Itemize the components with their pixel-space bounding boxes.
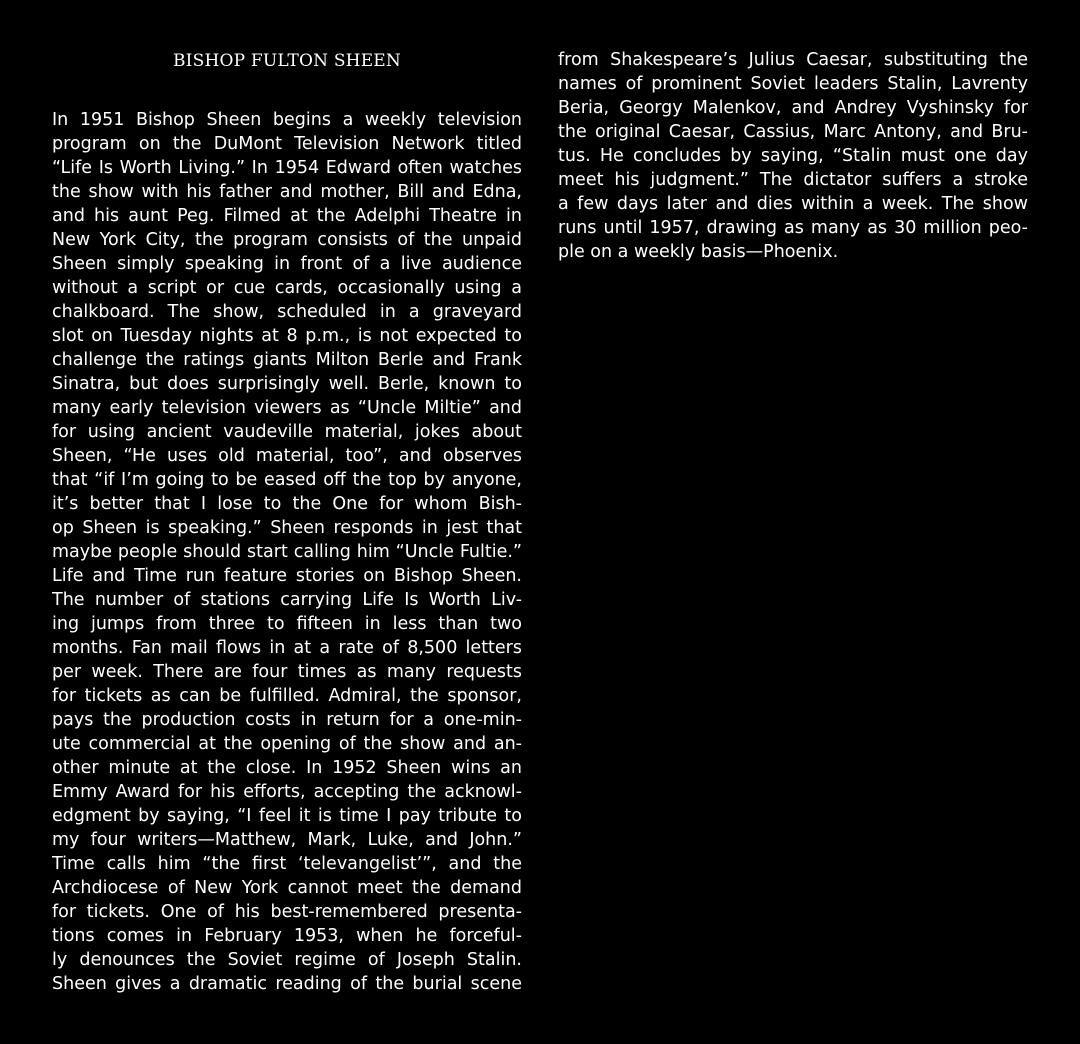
text-line: Sheen gives a dramatic reading of the burial scene xyxy=(52,974,522,994)
text-line: tions comes in February 1953, when he forceful- xyxy=(52,926,522,946)
text-line: the original Caesar, Cassius, Marc Antony, and Bru- xyxy=(558,122,1028,142)
text-line: that “if I’m going to be eased off the top by anyone, xyxy=(52,470,522,490)
text-line: ing jumps from three to fifteen in less than two xyxy=(52,614,522,634)
text-line: Sheen, “He uses old material, too”, and observes xyxy=(52,446,522,466)
text-line: without a script or cue cards, occasionally using a xyxy=(52,278,522,298)
text-line: from Shakespeare’s Julius Caesar, substituting the xyxy=(558,50,1028,70)
left-column-text xyxy=(52,108,522,996)
text-line: Beria, Georgy Malenkov, and Andrey Vyshinsky for xyxy=(558,98,1028,118)
text-line: per week. There are four times as many requests xyxy=(52,662,522,682)
text-line: a few days later and dies within a week. The show xyxy=(558,194,1028,214)
text-line: Archdiocese of New York cannot meet the demand xyxy=(52,878,522,898)
text-line: Time calls him “the first ‘televangelist’”, and the xyxy=(52,854,522,874)
text-line: Sinatra, but does surprisingly well. Berle, known to xyxy=(52,374,522,394)
text-line: for tickets. One of his best-remembered presenta- xyxy=(52,902,522,922)
right-column-text xyxy=(558,48,1028,264)
text-line: many early television viewers as “Uncle Miltie” and xyxy=(52,398,522,418)
text-line: ute commercial at the opening of the show and an- xyxy=(52,734,522,754)
text-line: “Life Is Worth Living.” In 1954 Edward often watches xyxy=(52,158,522,178)
text-line: maybe people should start calling him “Uncle Fultie.” xyxy=(52,542,522,562)
text-line: tus. He concludes by saying, “Stalin must one day xyxy=(558,146,1028,166)
section-heading: BISHOP FULTON SHEEN xyxy=(172,51,401,71)
text-line: it’s better that I lose to the One for whom Bish- xyxy=(52,494,522,514)
text-line: chalkboard. The show, scheduled in a graveyard xyxy=(52,302,522,322)
text-line: New York City, the program consists of the unpaid xyxy=(52,230,522,250)
text-line: Sheen simply speaking in front of a live audience xyxy=(52,254,522,274)
text-line: challenge the ratings giants Milton Berle and Frank xyxy=(52,350,522,370)
text-line: the show with his father and mother, Bill and Edna, xyxy=(52,182,522,202)
text-line: meet his judgment.” The dictator suffers a stroke xyxy=(558,170,1028,190)
text-line: program on the DuMont Television Network titled xyxy=(52,134,522,154)
text-line: The number of stations carrying Life Is Worth Liv- xyxy=(52,590,522,610)
text-line: and his aunt Peg. Filmed at the Adelphi Theatre in xyxy=(52,206,522,226)
text-line: for using ancient vaudeville material, jokes about xyxy=(52,422,522,442)
text-line: edgment by saying, “I feel it is time I pay tribute to xyxy=(52,806,522,826)
text-line: ly denounces the Soviet regime of Joseph Stalin. xyxy=(52,950,522,970)
text-line: other minute at the close. In 1952 Sheen wins an xyxy=(52,758,522,778)
text-line: Life and Time run feature stories on Bishop Sheen. xyxy=(52,566,522,586)
text-line: months. Fan mail flows in at a rate of 8,500 letters xyxy=(52,638,522,658)
text-line: slot on Tuesday nights at 8 p.m., is not expected to xyxy=(52,326,522,346)
text-line: op Sheen is speaking.” Sheen responds in jest that xyxy=(52,518,522,538)
text-line: names of prominent Soviet leaders Stalin, Lavrenty xyxy=(558,74,1028,94)
text-line: my four writers—Matthew, Mark, Luke, and John.” xyxy=(52,830,522,850)
text-line: Emmy Award for his efforts, accepting the acknowl- xyxy=(52,782,522,802)
text-line: ple on a weekly basis—Phoenix. xyxy=(558,242,839,262)
text-line: In 1951 Bishop Sheen begins a weekly television xyxy=(52,110,522,130)
text-line: pays the production costs in return for a one-min- xyxy=(52,710,522,730)
text-line: for tickets as can be fulfilled. Admiral, the sponsor, xyxy=(52,686,522,706)
text-line: runs until 1957, drawing as many as 30 million peo- xyxy=(558,218,1028,238)
